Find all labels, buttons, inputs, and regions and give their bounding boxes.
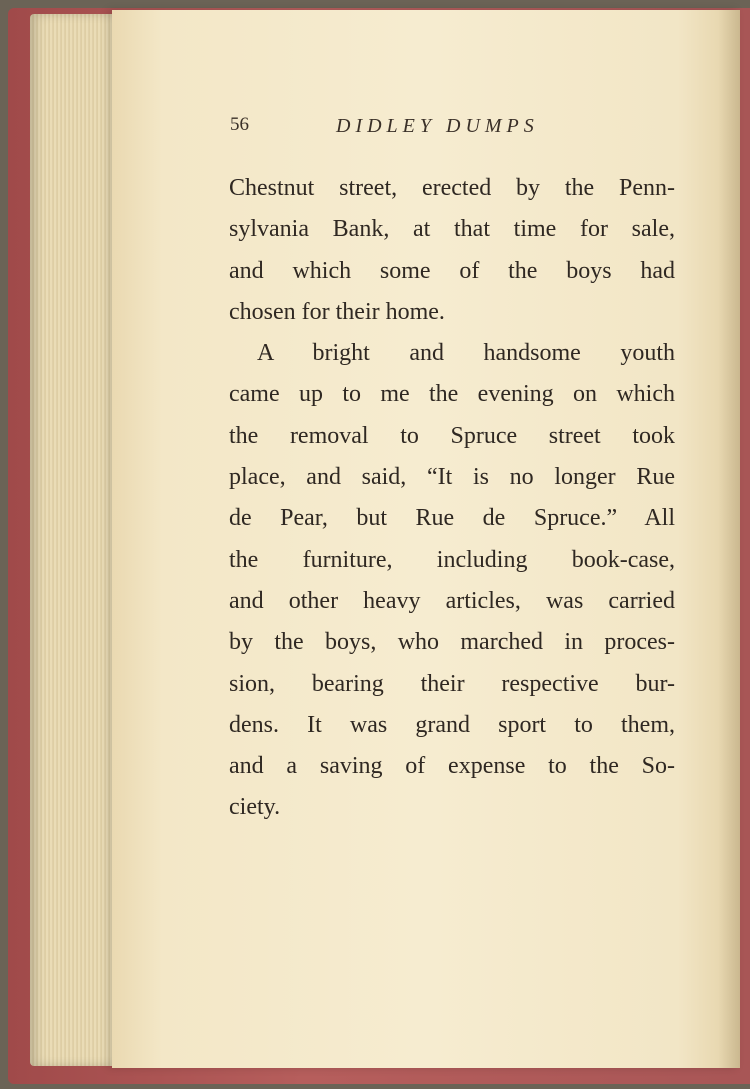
text-line: de Pear, but Rue de Spruce.” All — [229, 505, 675, 532]
text-line: by the boys, who marched in proces- — [229, 629, 675, 656]
text-line: sylvania Bank, at that time for sale, — [229, 216, 675, 243]
text-line: Chestnut street, erected by the Penn- — [229, 175, 675, 201]
text-line: came up to me the evening on which — [229, 381, 675, 408]
text-line: ciety. — [229, 794, 281, 821]
page-gutter-shadow — [718, 10, 740, 1068]
text-line: and other heavy articles, was carried — [229, 587, 675, 614]
text-line: the furniture, including book-case, — [229, 546, 675, 573]
running-title: DIDLEY DUMPS — [336, 115, 539, 137]
text-line: sion, bearing their respective bur- — [229, 670, 675, 697]
text-line: dens. It was grand sport to them, — [229, 711, 675, 738]
page-number: 56 — [230, 114, 249, 135]
text-line: the removal to Spruce street took — [229, 422, 675, 449]
text-line: and a saving of expense to the So- — [229, 753, 675, 780]
book-page — [112, 10, 740, 1068]
body-text — [229, 168, 675, 829]
text-line: and which some of the boys had — [229, 257, 675, 284]
text-line: A bright and handsome youth — [257, 340, 675, 367]
text-line: place, and said, “It is no longer Rue — [229, 464, 675, 491]
text-line: chosen for their home. — [229, 298, 445, 325]
